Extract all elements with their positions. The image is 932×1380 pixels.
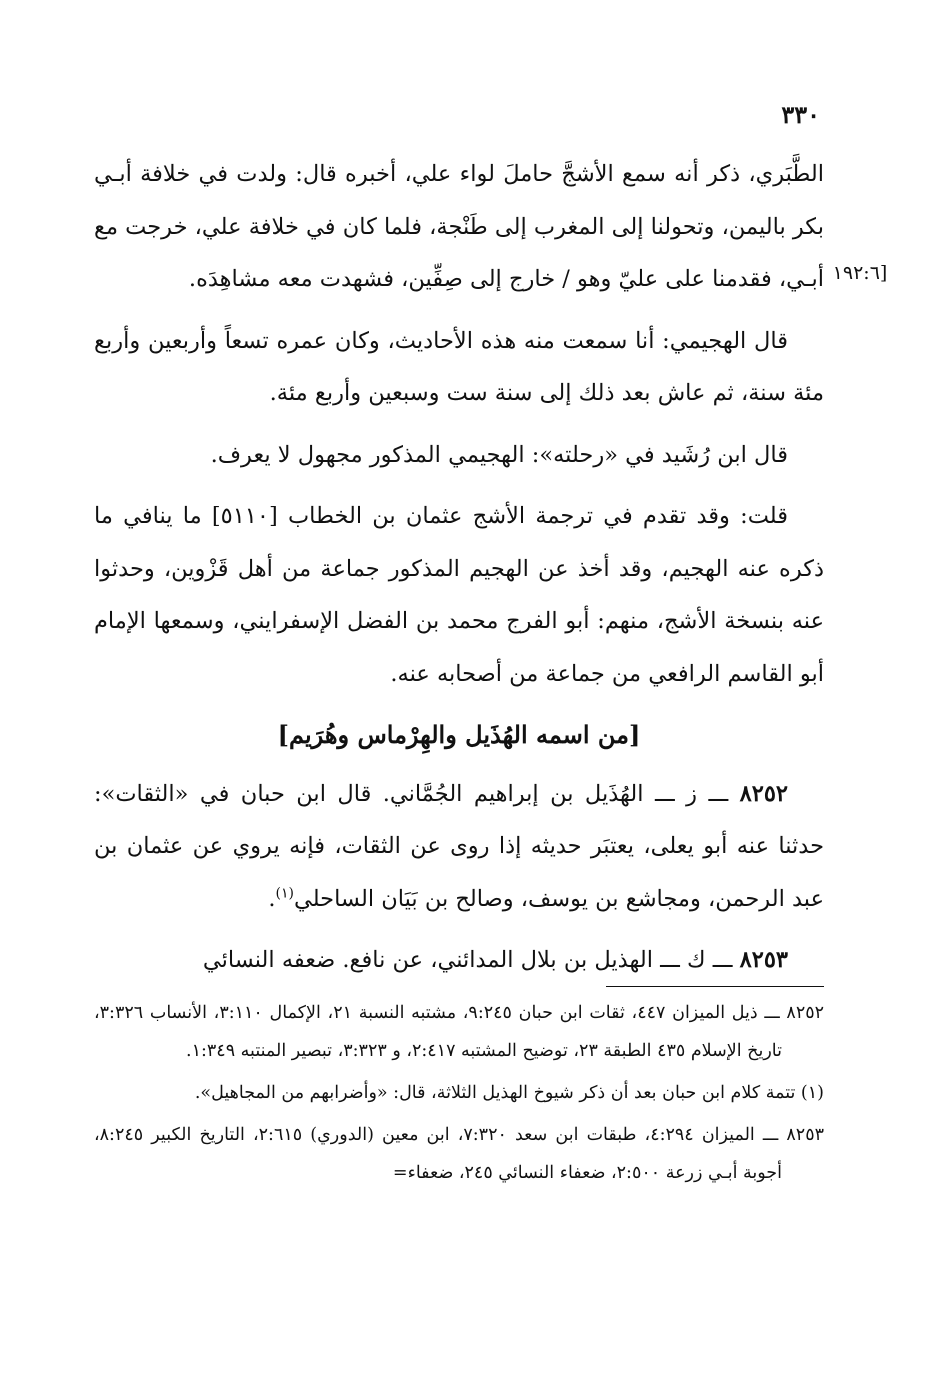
footnote-1: (١) تتمة كلام ابن حبان بعد أن ذكر شيوخ الهذيل الثلاثة، قال: «وأضرابهم من المجاهيل». (194, 1083, 824, 1103)
footnote-8252: ٨٢٥٢ ـــ ذيل الميزان ٤٤٧، ثقات ابن حبان ٩:٢٤٥، مشتبه النسبة ٢١، الإكمال ٣:١١٠، الأنساب ٣:٣٢٦، تاريخ الإسلام ٤٣٥ الطبقة ٢٣، توضيح المشتبه ٢:٤١٧، و ٣:٣٢٣، تبصير المنتبه ١:٣٤٩. (94, 1003, 825, 1061)
section-heading: [من اسمه الهُذَيل والهِرْماس وهُرَيم] (277, 720, 641, 749)
paragraph-2: قال الهجيمي: أنا سمعت منه هذه الأحاديث، وكان عمره تسعاً وأربعين وأربع مئة سنة، ثم عاش بعد ذلك إلى سنة ست وسبعين وأربع مئة. (94, 327, 824, 406)
footnote-marker: (١) (275, 885, 294, 901)
entry-number: ٨٢٥٢ (739, 780, 788, 807)
main-text (94, 148, 824, 996)
entry-8252 (94, 768, 824, 926)
entry-text: ـــ ز ـــ الهُذَيل بن إبراهيم الجُمَّاني. قال ابن حبان في «الثقات»: حدثنا عنه أبو يعلى، يعتبَر حديثه إذا روى عن الثقات، فإنه يروي عن عثمان بن عبد الرحمن، ومجاشع بن يوسف، وصالح بن بَيَان الساحلي (94, 780, 824, 912)
paragraph-4: قلت: وقد تقدم في ترجمة الأشج عثمان بن الخطاب [٥١١٠] ما ينافي ما ذكره عنه الهجيم، وقد أخذ عن الهجيم المذكور جماعة من أهل قَزْوين، وحدثوا عنه بنسخة الأشج، منهم: أبو الفرج محمد بن الفضل الإسفرايني، وسمعها الإمام أبو القاسم الرافعي من جماعة من أصحابه عنه. (94, 503, 824, 687)
entry-text: ـــ ك ـــ الهذيل بن بلال المدائني، عن نافع. ضعفه النسائي (202, 947, 740, 973)
entry-8253 (94, 934, 824, 987)
footnote-divider (606, 986, 824, 987)
entry-end: . (268, 885, 276, 912)
footnote-8253: ٨٢٥٣ ـــ الميزان ٤:٢٩٤، طبقات ابن سعد ٧:٣٢٠، ابن معين (الدوري) ٢:٦١٥، التاريخ الكبير ٨:٢٤٥، أجوبة أبـي زرعة ٢:٥٠٠، ضعفاء النسائي ٢٤٥، ضعفاء= (94, 1125, 824, 1183)
entry-number: ٨٢٥٣ (739, 947, 788, 973)
margin-reference: [١٩٢:٦ (832, 262, 888, 284)
paragraph-3: قال ابن رُشَيد في «رحلته»: الهجيمي المذكور مجهول لا يعرف. (210, 441, 788, 468)
page-number: ٣٣٠ (781, 100, 820, 129)
paragraph-1: الطَّبَري، ذكر أنه سمع الأشجَّ حاملَ لواء علي، أخبره قال: ولدت في خلافة أبـي بكر باليمن، وتحولنا إلى المغرب إلى طَنْجة، فلما كان في خلافة علي، خرجت مع أبـي، فقدمنا على عليّ وهو / خارج إلى صِفِّين، فشهدت معه مشاهِدَه. (94, 161, 824, 292)
footnotes (94, 994, 824, 1196)
